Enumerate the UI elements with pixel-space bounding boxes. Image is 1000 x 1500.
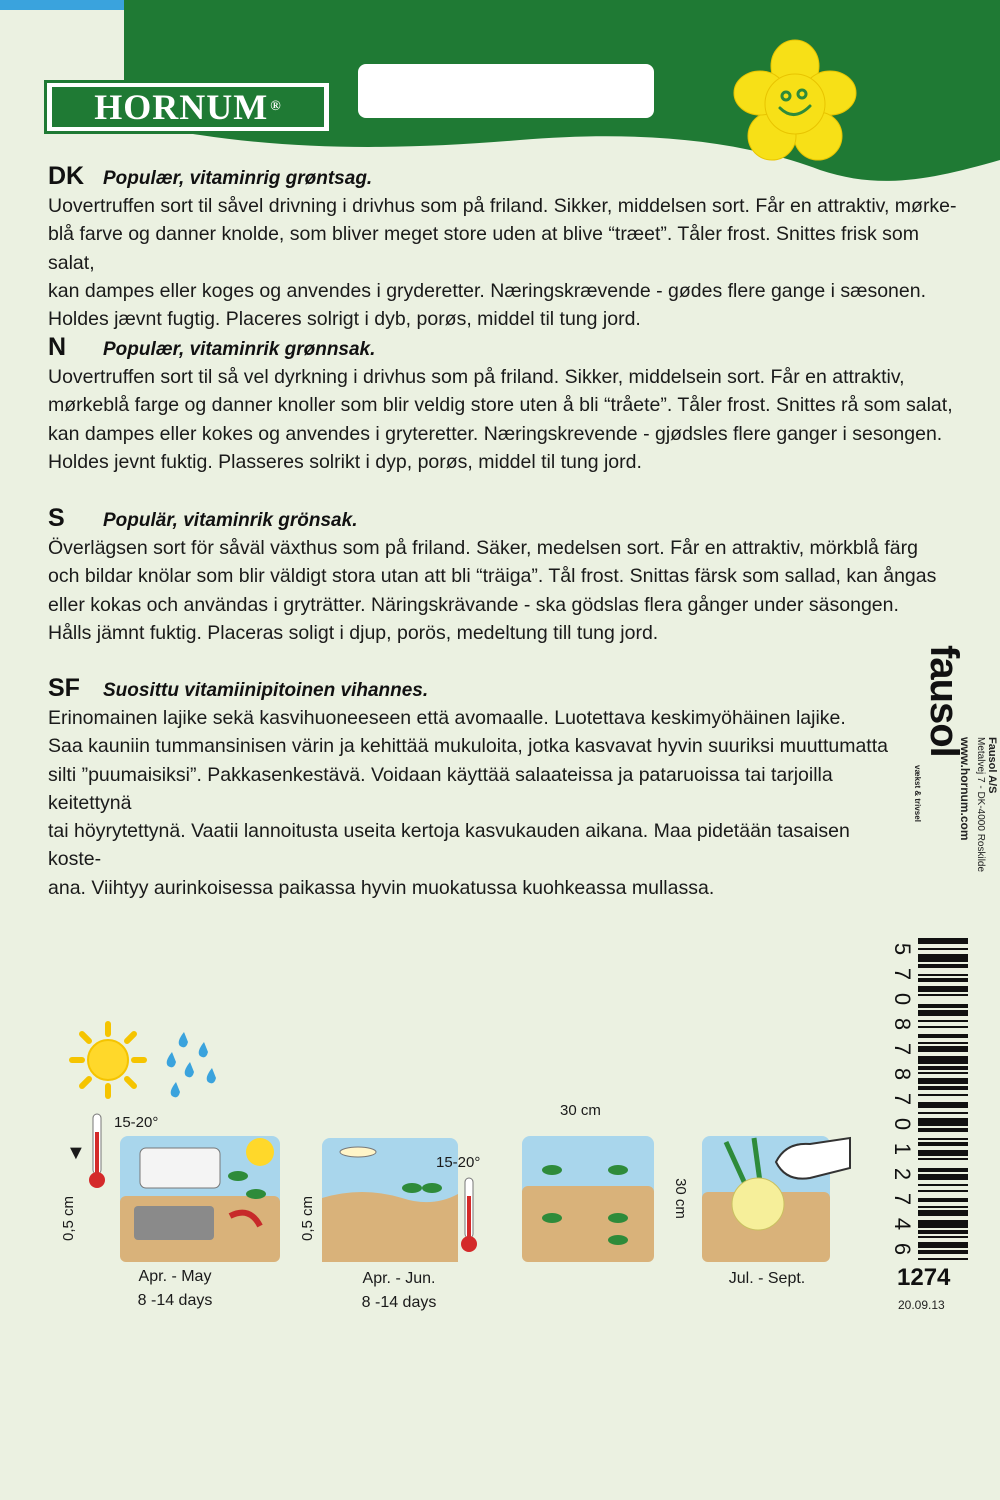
barcode-digit: 7: [890, 967, 915, 981]
barcode-digits: [888, 938, 916, 1260]
body-line: Överlägsen sort för såväl växthus som på friland. Säker, medelsen sort. Får en attraktiv, mörkblå färg: [48, 537, 918, 559]
fausol-tagline: vækst & trivsel: [913, 765, 922, 822]
barcode: [888, 938, 968, 1260]
period-label-2: Apr. - Jun.: [362, 1270, 436, 1287]
section-body: [48, 363, 968, 476]
barcode-digit: 5: [890, 942, 915, 956]
depth-arrow-icon: ▼: [66, 1142, 86, 1164]
barcode-bars: [918, 938, 968, 1260]
temperature-label-2: 15-20°: [436, 1154, 481, 1171]
days-label-2: 8 -14 days: [361, 1294, 437, 1311]
barcode-digit: 8: [890, 1017, 915, 1031]
body-line: kan dampes eller koges og anvendes i gryderetter. Næringskrævende - gødes flere gange i sæsonen.: [48, 279, 926, 302]
hand-icon: [774, 1132, 854, 1192]
depth-label-2: 0,5 cm: [299, 1195, 317, 1242]
section-subtitle: Suosittu vitamiinipitoinen vihannes.: [103, 680, 429, 701]
section-body: [48, 192, 968, 333]
step3-illustration: [522, 1136, 654, 1262]
step1-illustration: [120, 1136, 280, 1262]
company-website: www.hornum.com: [958, 737, 972, 841]
barcode-digit: 7: [890, 1192, 915, 1206]
body-line: Holdes jevnt fuktig. Plasseres solrikt i dyp, porøs, middel til tung jord.: [48, 450, 642, 473]
growing-instructions: [60, 1020, 880, 1320]
body-line: ana. Viihtyy aurinkoisessa paikassa hyvin muokatussa kuohkeassa mullassa.: [48, 876, 715, 899]
spacing-label: 30 cm: [560, 1102, 601, 1119]
section-sf: [48, 674, 908, 902]
barcode-digit: 1: [890, 1142, 915, 1156]
period-label-1: Apr. - May: [138, 1268, 212, 1285]
barcode-digit: 0: [890, 992, 915, 1006]
body-line: Hålls jämnt fuktig. Placeras soligt i djup, porös, medeltung till tung jord.: [48, 621, 659, 644]
depth-label-1: 0,5 cm: [60, 1195, 78, 1242]
days-label-1: 8 -14 days: [137, 1292, 213, 1309]
section-subtitle: Populær, vitaminrig grøntsag.: [103, 168, 373, 189]
sun-icon: [68, 1020, 148, 1100]
barcode-digit: 4: [890, 1217, 915, 1231]
language-code: N: [48, 333, 67, 361]
print-date: 20.09.13: [898, 1298, 945, 1312]
harvest-label: Jul. - Sept.: [728, 1270, 806, 1287]
barcode-digit: 0: [890, 1117, 915, 1131]
section-s: [48, 504, 968, 647]
barcode-digit: 2: [890, 1167, 915, 1181]
body-line: Uovertruffen sort til så vel dyrkning i drivhus som på friland. Sikker, middelsein sort. Får en attraktiv,: [48, 366, 905, 388]
body-line: Saa kauniin tummansinisen värin ja kehittää mukuloita, jotka kasvavat hyvin suuriksi muuttumatta: [48, 735, 888, 758]
section-body: [48, 704, 908, 902]
barcode-digit: 7: [890, 1092, 915, 1106]
body-line: kan dampes eller kokes og anvendes i gryteretter. Næringskrevende - gjødsles flere ganger i sesongen.: [48, 422, 943, 445]
fausol-logo-text: fausol: [922, 645, 966, 757]
section-dk: [48, 162, 968, 333]
temperature-label-1: 15-20°: [114, 1114, 159, 1131]
language-code: SF: [48, 674, 80, 702]
product-number: 1274: [897, 1264, 951, 1291]
barcode-digit: 7: [890, 1042, 915, 1056]
rain-drops-icon: [162, 1028, 222, 1106]
language-code: S: [48, 504, 65, 532]
row-spacing-label: 30 cm: [671, 1178, 689, 1219]
section-n: [48, 333, 968, 476]
body-line: mørkeblå farge og danner knoller som blir veldig store uten å bli “tråete”. Tåler frost. Snittes rå som salat,: [48, 394, 953, 417]
barcode-digit: 6: [890, 1242, 915, 1256]
section-body: [48, 534, 968, 647]
body-line: och bildar knölar som blir väldigt stora utan att bli “träiga”. Tål frost. Snittas färsk som sallad, kan ångas: [48, 565, 937, 588]
company-name: Fausol A/S: [986, 737, 998, 794]
barcode-digit: 8: [890, 1067, 915, 1081]
thermometer-icon: [88, 1112, 106, 1192]
body-line: Uovertruffen sort til såvel drivning i drivhus som på friland. Sikker, middelsen sort. Får en attraktiv, mørke-: [48, 195, 957, 217]
blank-label-box: [358, 64, 654, 118]
body-line: tai höyrytettynä. Vaatii lannoitusta useita kertoja kasvukauden aikana. Maa pidetään tasaisen koste-: [48, 820, 850, 871]
section-subtitle: Populär, vitaminrik grönsak.: [103, 510, 358, 531]
company-info: [940, 645, 1000, 935]
hornum-logo: [44, 80, 332, 134]
thermometer-icon: [460, 1176, 478, 1256]
section-subtitle: Populær, vitaminrik grønnsak.: [103, 339, 376, 360]
registered-mark: ®: [270, 99, 282, 114]
company-address: Metalvej 7 - DK-4000 Roskilde: [975, 737, 986, 873]
brand-name: HORNUM: [94, 87, 269, 127]
body-line: blå farve og danner knolde, som bliver meget store uden at blive “træet”. Tåler frost. Snittes frisk som salat,: [48, 223, 920, 274]
language-code: DK: [48, 162, 85, 190]
flower-smiley-icon: [730, 38, 860, 168]
body-line: Holdes jævnt fugtig. Placeres solrigt i dyb, porøs, middel til tung jord.: [48, 308, 641, 331]
body-line: eller kokas och användas i gryträtter. Näringskrävande - ska gödslas flera gånger under säsongen.: [48, 593, 899, 616]
body-line: Erinomainen lajike sekä kasvihuoneeseen että avomaalle. Luotettava keskimyöhäinen lajike.: [48, 707, 846, 729]
body-line: silti ”puumaisiksi”. Pakkasenkestävä. Voidaan käyttää salaateissa ja pataruoissa tai tarjoilla keitettynä: [48, 763, 833, 814]
